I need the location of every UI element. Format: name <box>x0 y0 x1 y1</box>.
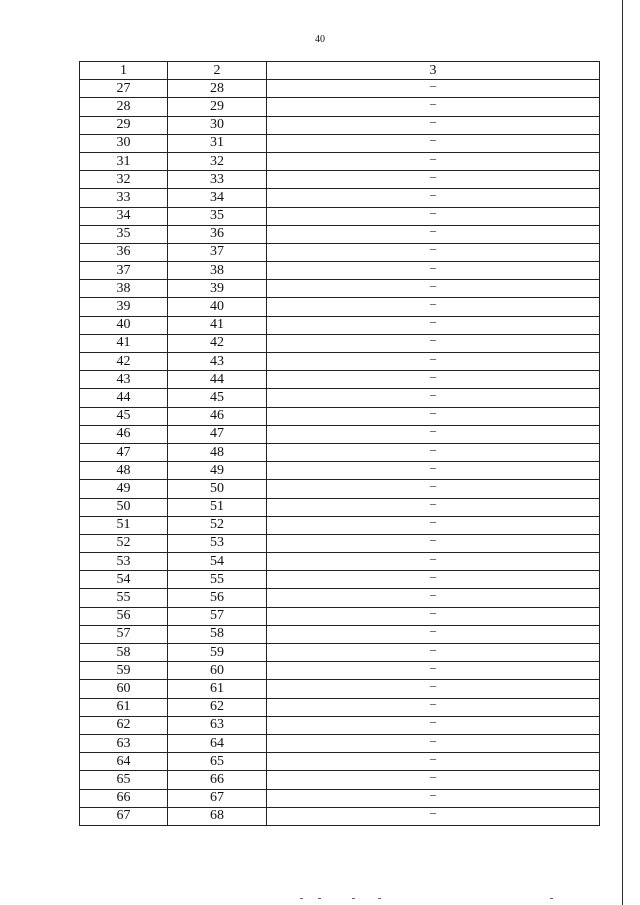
table-cell-col-1: 52 <box>80 534 168 552</box>
dash-mark: – <box>430 750 436 765</box>
table-row <box>80 80 600 98</box>
page-edge-rule <box>622 0 623 905</box>
table-cell-col-2: 49 <box>168 462 267 480</box>
table-cell-col-3 <box>267 807 600 825</box>
table-cell-col-2: 36 <box>168 225 267 243</box>
dash-mark: – <box>430 205 436 220</box>
table-cell-col-1: 55 <box>80 589 168 607</box>
table-row <box>80 498 600 516</box>
column-header-1: 1 <box>80 62 168 80</box>
table-cell-col-3 <box>267 152 600 170</box>
dash-mark: – <box>430 623 436 638</box>
table-cell-col-1: 37 <box>80 262 168 280</box>
dash-mark: – <box>430 787 436 802</box>
table-cell-col-1: 34 <box>80 207 168 225</box>
table-cell-col-1: 44 <box>80 389 168 407</box>
dash-mark: – <box>430 405 436 420</box>
table-cell-col-1: 60 <box>80 680 168 698</box>
table-cell-col-3 <box>267 734 600 752</box>
table-row <box>80 189 600 207</box>
table-cell-col-1: 33 <box>80 189 168 207</box>
table-cell-col-2: 61 <box>168 680 267 698</box>
dash-mark: – <box>430 386 436 401</box>
table-cell-col-1: 43 <box>80 371 168 389</box>
dash-mark: – <box>430 550 436 565</box>
table-row <box>80 734 600 752</box>
dash-mark: – <box>430 459 436 474</box>
table-cell-col-2: 35 <box>168 207 267 225</box>
dash-mark: – <box>430 423 436 438</box>
dash-mark: – <box>430 277 436 292</box>
table-cell-col-1: 61 <box>80 698 168 716</box>
table-cell-col-3 <box>267 641 600 662</box>
table-row <box>80 280 600 298</box>
table-cell-col-1: 57 <box>80 625 168 643</box>
table-cell-col-2: 42 <box>168 334 267 352</box>
table-row <box>80 298 600 316</box>
table-row <box>80 171 600 189</box>
table-cell-col-1: 29 <box>80 116 168 134</box>
table-cell-col-1: 47 <box>80 443 168 461</box>
table-cell-col-1: 39 <box>80 298 168 316</box>
dash-mark: – <box>430 514 436 529</box>
dash-mark: – <box>430 186 436 201</box>
table-row <box>80 589 600 607</box>
table-cell-col-2: 43 <box>168 353 267 371</box>
table-row <box>80 625 600 643</box>
table-cell-col-1: 54 <box>80 571 168 589</box>
table-row <box>80 644 600 662</box>
dash-mark: – <box>430 714 436 729</box>
table-row <box>80 716 600 734</box>
table-cell-col-2: 46 <box>168 407 267 425</box>
table-cell-col-2: 41 <box>168 316 267 334</box>
table-cell-col-1: 41 <box>80 334 168 352</box>
table-cell-col-3 <box>267 350 600 371</box>
table-cell-col-2: 29 <box>168 98 267 116</box>
table-cell-col-2: 55 <box>168 571 267 589</box>
column-header-2: 2 <box>168 62 267 80</box>
table-row <box>80 98 600 116</box>
table-cell-col-3 <box>267 443 600 461</box>
table-cell-col-1: 63 <box>80 734 168 752</box>
table-cell-col-1: 58 <box>80 644 168 662</box>
dash-mark: – <box>430 805 436 820</box>
table-cell-col-1: 65 <box>80 771 168 789</box>
table-row <box>80 571 600 589</box>
dash-mark: – <box>430 296 436 311</box>
table-cell-col-2: 59 <box>168 644 267 662</box>
table-row <box>80 243 600 261</box>
table-cell-col-2: 56 <box>168 589 267 607</box>
table-cell-col-2: 63 <box>168 716 267 734</box>
table-cell-col-1: 27 <box>80 80 168 98</box>
table-cell-col-1: 64 <box>80 753 168 771</box>
table-cell-col-3 <box>267 425 600 443</box>
table-row <box>80 207 600 225</box>
dash-mark: – <box>430 114 436 129</box>
table-cell-col-2: 33 <box>168 171 267 189</box>
table-cell-col-1: 56 <box>80 607 168 625</box>
table-row <box>80 371 600 389</box>
table-cell-col-1: 53 <box>80 553 168 571</box>
dash-mark: – <box>430 496 436 511</box>
dash-mark: – <box>430 641 436 656</box>
table-cell-col-1: 38 <box>80 280 168 298</box>
table-cell-col-3 <box>267 134 600 152</box>
table-cell-col-2: 37 <box>168 243 267 261</box>
dash-mark: – <box>430 259 436 274</box>
table-row <box>80 134 600 152</box>
table-cell-col-1: 51 <box>80 516 168 534</box>
table-row <box>80 389 600 407</box>
table-row <box>80 152 600 170</box>
table-cell-col-1: 59 <box>80 662 168 680</box>
table-cell-col-1: 48 <box>80 462 168 480</box>
dash-mark: – <box>430 587 436 602</box>
table-cell-col-2: 64 <box>168 734 267 752</box>
dash-mark: – <box>430 532 436 547</box>
dash-mark: – <box>430 95 436 110</box>
table-row <box>80 462 600 480</box>
table-row <box>80 662 600 680</box>
table-row <box>80 698 600 716</box>
table-cell-col-1: 36 <box>80 243 168 261</box>
table-cell-col-3 <box>267 334 600 352</box>
table-cell-col-2: 60 <box>168 662 267 680</box>
dash-mark: – <box>430 132 436 147</box>
table-cell-col-2: 67 <box>168 789 267 807</box>
table-cell-col-1: 62 <box>80 716 168 734</box>
table-cell-col-2: 57 <box>168 607 267 625</box>
dash-mark: – <box>430 368 436 383</box>
table-cell-col-1: 49 <box>80 480 168 498</box>
table-row <box>80 116 600 134</box>
table-cell-col-2: 52 <box>168 516 267 534</box>
page-number: 40 <box>315 34 325 45</box>
dash-mark: – <box>430 696 436 711</box>
table-row <box>80 807 600 825</box>
table-cell-col-3 <box>267 625 600 643</box>
table-cell-col-3 <box>267 534 600 552</box>
table-cell-col-2: 45 <box>168 389 267 407</box>
table-cell-col-1: 50 <box>80 498 168 516</box>
table-row <box>80 771 600 789</box>
dash-mark: – <box>430 605 436 620</box>
dash-mark: – <box>430 732 436 747</box>
dash-mark: – <box>430 168 436 183</box>
table-header-row <box>80 62 600 80</box>
table-cell-col-2: 28 <box>168 80 267 98</box>
dash-mark: – <box>430 241 436 256</box>
table-row <box>80 753 600 771</box>
table-cell-col-1: 45 <box>80 407 168 425</box>
table-row <box>80 443 600 461</box>
table-row <box>80 316 600 334</box>
dash-mark: – <box>430 441 436 456</box>
table-cell-col-2: 66 <box>168 771 267 789</box>
table-row <box>80 407 600 425</box>
table-cell-col-2: 54 <box>168 553 267 571</box>
table-cell-col-2: 39 <box>168 280 267 298</box>
table-cell-col-1: 66 <box>80 789 168 807</box>
dash-mark: – <box>430 568 436 583</box>
table-cell-col-1: 46 <box>80 425 168 443</box>
table-row <box>80 680 600 698</box>
table-row <box>80 516 600 534</box>
table-row <box>80 225 600 243</box>
table-cell-col-2: 51 <box>168 498 267 516</box>
table-cell-col-2: 65 <box>168 753 267 771</box>
table-cell-col-1: 28 <box>80 98 168 116</box>
table-cell-col-3 <box>267 243 600 261</box>
table-cell-col-1: 35 <box>80 225 168 243</box>
table-cell-col-2: 38 <box>168 262 267 280</box>
table-cell-col-1: 42 <box>80 353 168 371</box>
table-row <box>80 607 600 625</box>
table-cell-col-2: 40 <box>168 298 267 316</box>
data-table <box>79 61 600 826</box>
table-cell-col-3 <box>267 716 600 734</box>
table-cell-col-2: 68 <box>168 807 267 825</box>
table-cell-col-2: 53 <box>168 534 267 552</box>
table-cell-col-1: 31 <box>80 152 168 170</box>
dash-mark: – <box>430 150 436 165</box>
dash-mark: – <box>430 350 436 365</box>
dash-mark: – <box>430 659 436 674</box>
table-cell-col-2: 31 <box>168 134 267 152</box>
table-cell-col-2: 30 <box>168 116 267 134</box>
table-row <box>80 262 600 280</box>
table-row <box>80 553 600 571</box>
table-row <box>80 480 600 498</box>
dash-mark: – <box>430 314 436 329</box>
dash-mark: – <box>430 77 436 92</box>
table-cell-col-1: 30 <box>80 134 168 152</box>
dash-mark: – <box>430 677 436 692</box>
table-cell-col-1: 32 <box>80 171 168 189</box>
table-cell-col-2: 48 <box>168 443 267 461</box>
table-row <box>80 789 600 807</box>
dash-mark: – <box>430 223 436 238</box>
table-cell-col-2: 50 <box>168 480 267 498</box>
table-cell-col-2: 47 <box>168 425 267 443</box>
table-cell-col-1: 67 <box>80 807 168 825</box>
column-header-3: 3 <box>267 62 600 80</box>
scan-artifact-marks <box>300 898 560 902</box>
table-cell-col-2: 62 <box>168 698 267 716</box>
table-cell-col-2: 44 <box>168 371 267 389</box>
dash-mark: – <box>430 477 436 492</box>
table-row <box>80 353 600 371</box>
table-body <box>80 77 600 826</box>
table-cell-col-2: 32 <box>168 152 267 170</box>
dash-mark: – <box>430 332 436 347</box>
table-cell-col-2: 58 <box>168 625 267 643</box>
table-row <box>80 425 600 443</box>
table-row <box>80 334 600 352</box>
table-cell-col-2: 34 <box>168 189 267 207</box>
table-cell-col-1: 40 <box>80 316 168 334</box>
table-row <box>80 534 600 552</box>
dash-mark: – <box>430 768 436 783</box>
